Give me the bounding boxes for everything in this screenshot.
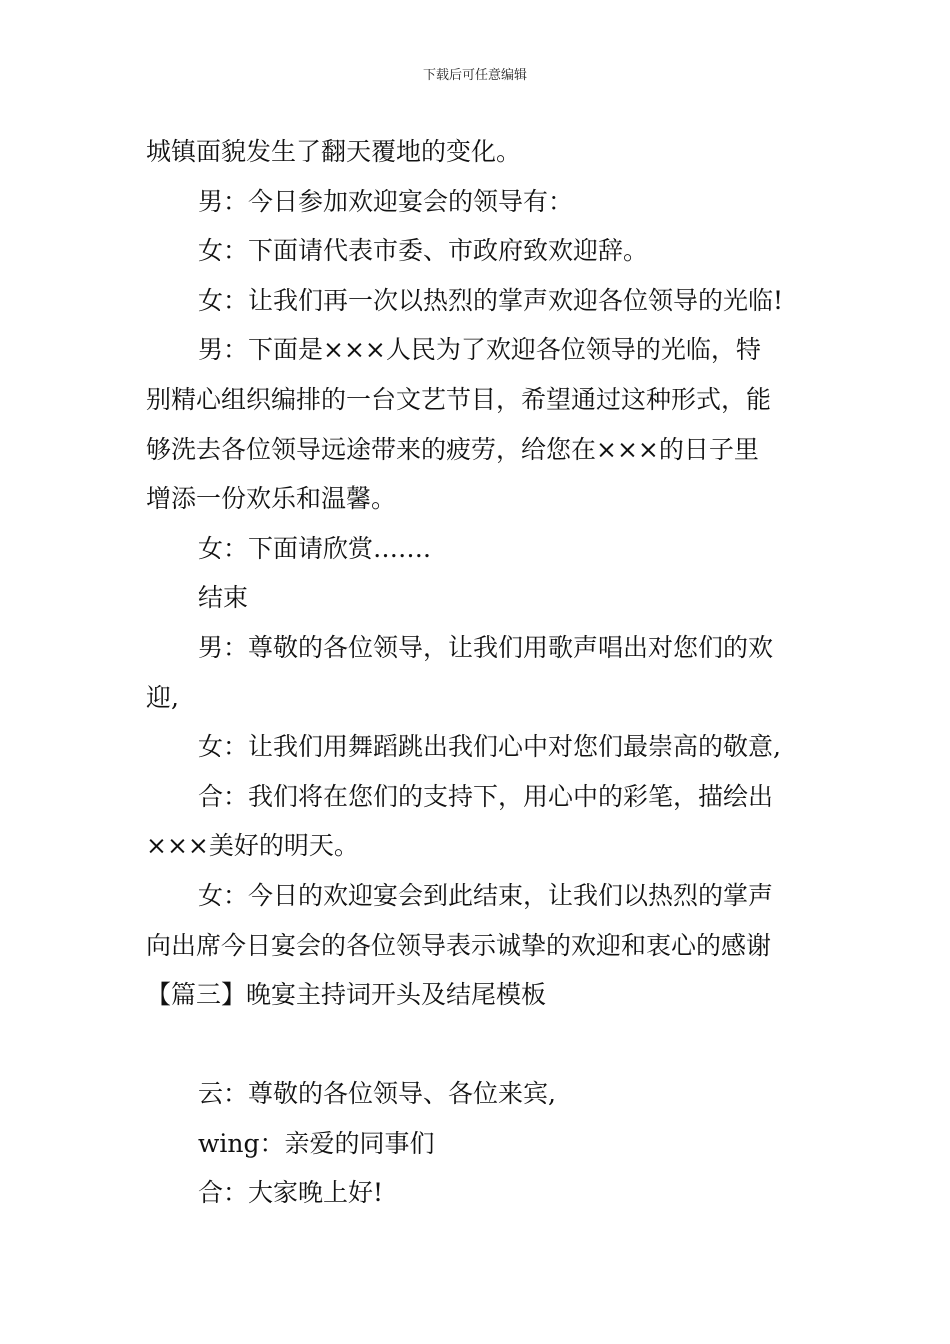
text-line: 女：下面请代表市委、市政府致欢迎辞。 bbox=[198, 236, 649, 266]
text-line: 向出席今日宴会的各位领导表示诚挚的欢迎和衷心的感谢 bbox=[146, 930, 772, 960]
text-line: 合：大家晚上好! bbox=[198, 1178, 384, 1208]
text-line: 女：让我们用舞蹈跳出我们心中对您们最崇高的敬意, bbox=[198, 732, 781, 762]
text-line: 女：让我们再一次以热烈的掌声欢迎各位领导的光临! bbox=[198, 285, 784, 315]
text-line: 增添一份欢乐和温馨。 bbox=[146, 484, 397, 514]
text-line: wing：亲爱的同事们 bbox=[198, 1128, 435, 1158]
text-line: 男：下面是×××人民为了欢迎各位领导的光临，特 bbox=[198, 335, 761, 365]
text-line: 别精心组织编排的一台文艺节目，希望通过这种形式，能 bbox=[146, 384, 772, 414]
document-body bbox=[146, 127, 808, 1218]
text-line: 女：今日的欢迎宴会到此结束，让我们以热烈的掌声 bbox=[198, 880, 774, 910]
text-line: 男：尊敬的各位领导，让我们用歌声唱出对您们的欢 bbox=[198, 632, 774, 662]
text-line: 男：今日参加欢迎宴会的领导有： bbox=[198, 186, 574, 216]
text-line: 合：我们将在您们的支持下，用心中的彩笔，描绘出 bbox=[198, 781, 774, 811]
text-line: 迎, bbox=[146, 682, 179, 712]
section-heading: 【篇三】晚宴主持词开头及结尾模板 bbox=[146, 980, 547, 1010]
section-end-label: 结束 bbox=[198, 583, 249, 613]
text-line: 城镇面貌发生了翻天覆地的变化。 bbox=[146, 137, 522, 166]
page-header: 下载后可任意编辑 bbox=[422, 68, 527, 83]
text-line: 女：下面请欣赏……. bbox=[198, 533, 431, 563]
text-line: 云：尊敬的各位领导、各位来宾, bbox=[198, 1079, 556, 1109]
blank-line bbox=[146, 1020, 808, 1070]
text-line: ×××美好的明天。 bbox=[146, 831, 359, 861]
text-line: 够洗去各位领导远途带来的疲劳，给您在×××的日子里 bbox=[146, 434, 759, 464]
